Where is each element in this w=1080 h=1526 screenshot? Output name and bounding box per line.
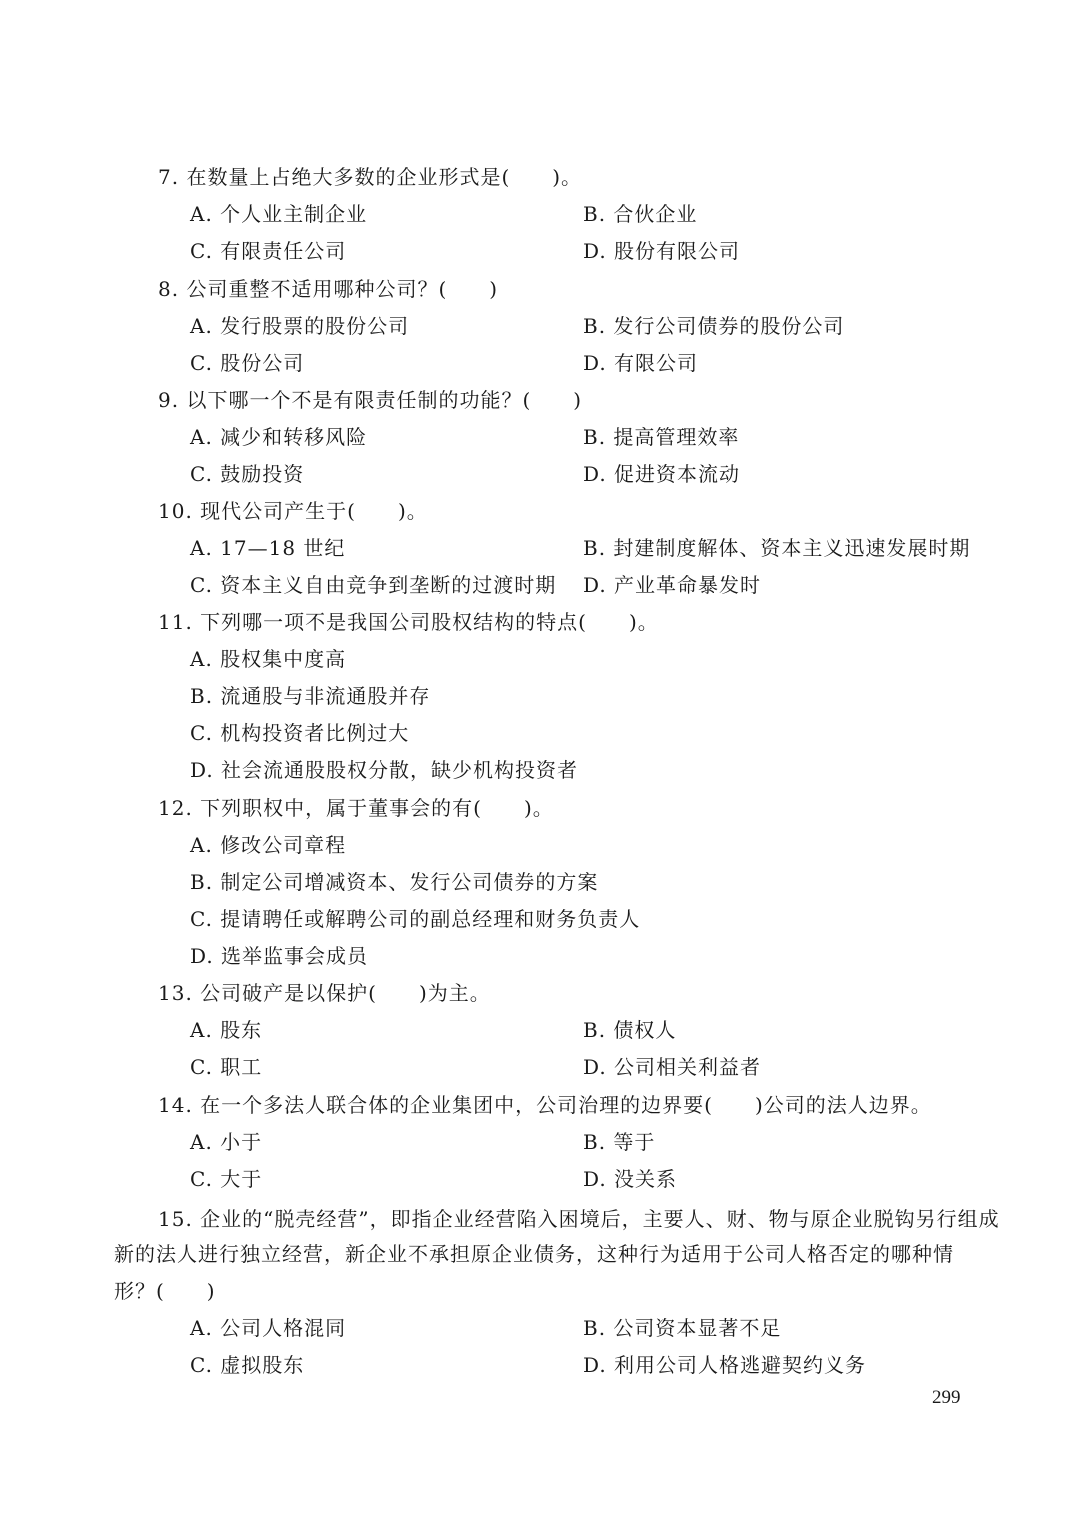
question-15-stem-line-3: 形？( ) bbox=[114, 1279, 216, 1303]
question-13-option-c: C. 职工 bbox=[190, 1055, 263, 1079]
question-14-option-d: D. 没关系 bbox=[583, 1167, 678, 1191]
question-12-option-d: D. 选举监事会成员 bbox=[190, 944, 369, 968]
question-8-stem: 8. 公司重整不适用哪种公司？( ) bbox=[158, 277, 499, 301]
question-13-option-d: D. 公司相关利益者 bbox=[583, 1055, 762, 1079]
question-15-option-d: D. 利用公司人格逃避契约义务 bbox=[583, 1353, 867, 1377]
question-10-option-c: C. 资本主义自由竞争到垄断的过渡时期 bbox=[190, 573, 557, 597]
question-8-option-a: A. 发行股票的股份公司 bbox=[190, 314, 410, 338]
question-9-option-d: D. 促进资本流动 bbox=[583, 462, 741, 486]
question-15-option-c: C. 虚拟股东 bbox=[190, 1353, 305, 1377]
question-8-option-c: C. 股份公司 bbox=[190, 351, 305, 375]
question-14-stem: 14. 在一个多法人联合体的企业集团中，公司治理的边界要( )公司的法人边界。 bbox=[158, 1093, 932, 1117]
page-number: 299 bbox=[932, 1387, 961, 1408]
question-8-option-b: B. 发行公司债券的股份公司 bbox=[583, 314, 845, 338]
question-9-option-c: C. 鼓励投资 bbox=[190, 462, 305, 486]
question-15-option-a: A. 公司人格混同 bbox=[190, 1316, 347, 1340]
question-12-option-c: C. 提请聘任或解聘公司的副总经理和财务负责人 bbox=[190, 907, 641, 931]
question-11-option-a: A. 股权集中度高 bbox=[190, 647, 347, 671]
question-7-option-a: A. 个人业主制企业 bbox=[190, 202, 368, 226]
question-15-stem-line-1: 15. 企业的“脱壳经营”，即指企业经营陷入困境后，主要人、财、物与原企业脱钩另行组成 bbox=[158, 1207, 1000, 1231]
question-7-option-b: B. 合伙企业 bbox=[583, 202, 698, 226]
question-10-option-d: D. 产业革命暴发时 bbox=[583, 573, 762, 597]
question-14-option-a: A. 小于 bbox=[190, 1130, 263, 1154]
question-14-option-c: C. 大于 bbox=[190, 1167, 263, 1191]
question-7-option-d: D. 股份有限公司 bbox=[583, 239, 741, 263]
question-13-stem: 13. 公司破产是以保护( )为主。 bbox=[158, 981, 491, 1005]
question-8-option-d: D. 有限公司 bbox=[583, 351, 699, 375]
question-10-option-a: A. 17—18 世纪 bbox=[190, 536, 346, 560]
question-12-option-b: B. 制定公司增减资本、发行公司债券的方案 bbox=[190, 870, 599, 894]
question-12-option-a: A. 修改公司章程 bbox=[190, 833, 347, 857]
question-15-stem-line-2: 新的法人进行独立经营，新企业不承担原企业债务，这种行为适用于公司人格否定的哪种情 bbox=[114, 1242, 954, 1266]
question-14-option-b: B. 等于 bbox=[583, 1130, 656, 1154]
question-7-stem: 7. 在数量上占绝大多数的企业形式是( )。 bbox=[158, 165, 583, 189]
question-9-stem: 9. 以下哪一个不是有限责任制的功能？( ) bbox=[158, 388, 583, 412]
question-7-option-c: C. 有限责任公司 bbox=[190, 239, 347, 263]
question-10-option-b: B. 封建制度解体、资本主义迅速发展时期 bbox=[583, 536, 971, 560]
question-13-option-b: B. 债权人 bbox=[583, 1018, 677, 1042]
question-11-option-d: D. 社会流通股股权分散，缺少机构投资者 bbox=[190, 758, 579, 782]
question-11-option-c: C. 机构投资者比例过大 bbox=[190, 721, 410, 745]
question-11-option-b: B. 流通股与非流通股并存 bbox=[190, 684, 431, 708]
question-13-option-a: A. 股东 bbox=[190, 1018, 263, 1042]
question-12-stem: 12. 下列职权中，属于董事会的有( )。 bbox=[158, 796, 554, 820]
question-11-stem: 11. 下列哪一项不是我国公司股权结构的特点( )。 bbox=[158, 610, 659, 634]
question-10-stem: 10. 现代公司产生于( )。 bbox=[158, 499, 428, 523]
question-15-option-b: B. 公司资本显著不足 bbox=[583, 1316, 782, 1340]
question-9-option-a: A. 减少和转移风险 bbox=[190, 425, 368, 449]
question-9-option-b: B. 提高管理效率 bbox=[583, 425, 740, 449]
